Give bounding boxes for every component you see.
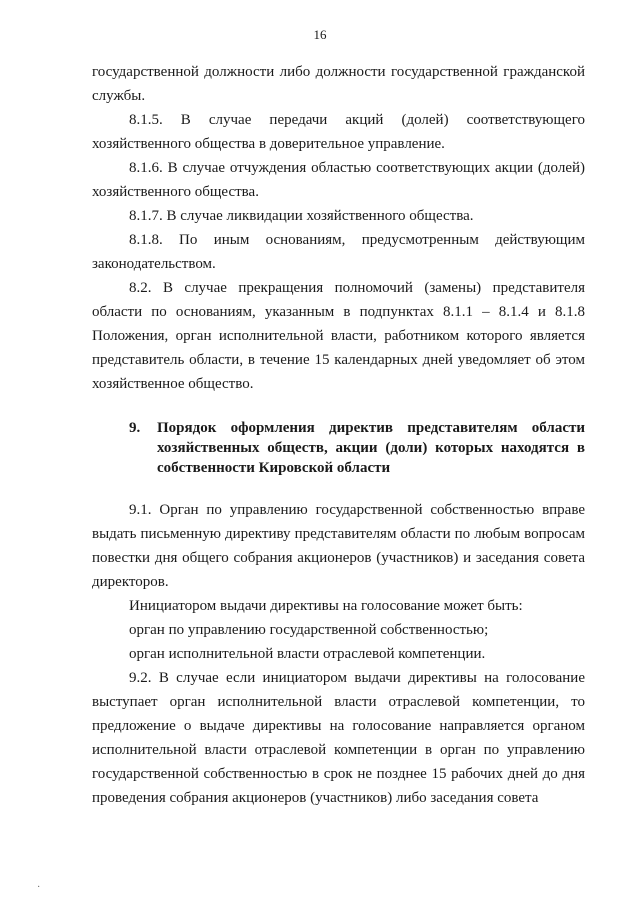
- paragraph-continuation: государственной должности либо должности государственной гражданской службы.: [92, 64, 585, 104]
- paragraph-8-1-8: 8.1.8. По иным основаниям, предусмотренным действующим законодательством.: [92, 232, 585, 272]
- paragraph-8-1-6: 8.1.6. В случае отчуждения областью соответствующих акции (долей) хозяйственного общества.: [92, 160, 585, 200]
- section-number: 9.: [129, 420, 141, 436]
- paragraph-initiator-option-2: орган исполнительной власти отраслевой компетенции.: [129, 646, 486, 662]
- paragraph-9-1: 9.1. Орган по управлению государственной собственностью вправе выдать письменную директиву представителям области по любым вопросам повестки дня общего собрания акционеров (участников) и заседания совета директоров.: [92, 502, 585, 590]
- paragraph-initiator-option-1: орган по управлению государственной собственностью;: [129, 622, 489, 638]
- document-body: [92, 60, 585, 810]
- paragraph-8-1-5: 8.1.5. В случае передачи акций (долей) соответствующего хозяйственного общества в доверительное управление.: [92, 112, 585, 152]
- section-title: Порядок оформления директив представителям области хозяйственных обществ, акции (доли) которых находятся в собственности Кировской области: [157, 420, 585, 476]
- scan-mark: ·: [37, 882, 41, 893]
- paragraph-8-1-7: 8.1.7. В случае ликвидации хозяйственного общества.: [129, 208, 474, 224]
- paragraph-8-2: 8.2. В случае прекращения полномочий (замены) представителя области по основаниям, указанным в подпунктах 8.1.1 – 8.1.4 и 8.1.8 Положения, орган исполнительной власти, работником которого является представитель области, в течение 15 календарных дней уведомляет об этом хозяйственное общество.: [92, 280, 585, 392]
- paragraph-9-2: 9.2. В случае если инициатором выдачи директивы на голосование выступает орган исполнительной власти отраслевой компетенции, то предложение о выдаче директивы на голосование направляется органом исполнительной власти отраслевой компетенции в орган по управлению государственной собственностью в срок не позднее 15 рабочих дней до дня проведения собрания акционеров (участников) либо заседания совета: [92, 670, 585, 806]
- page-number: 16: [313, 27, 327, 42]
- paragraph-initiator-intro: Инициатором выдачи директивы на голосование может быть:: [129, 598, 523, 614]
- section-heading: [92, 418, 585, 478]
